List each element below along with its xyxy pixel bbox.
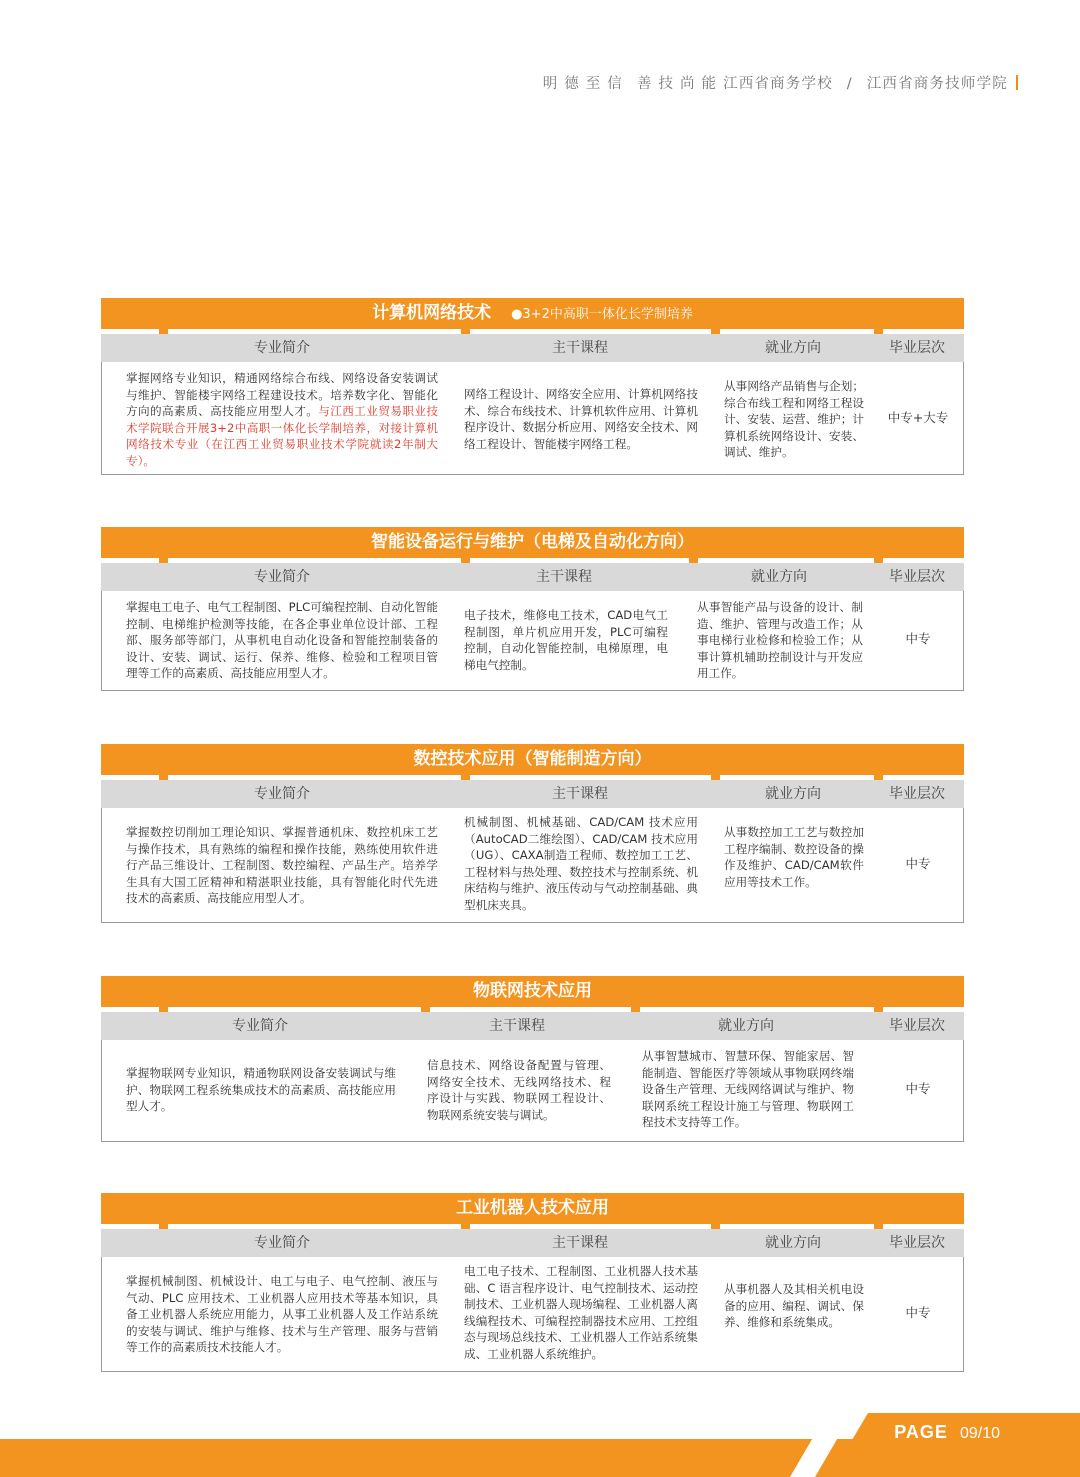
section-title: 工业机器人技术应用 [456, 1198, 609, 1218]
header-separator: / [846, 76, 853, 92]
section-subtitle: ●3+2中高职一体化长学制培养 [511, 307, 693, 322]
column-header: 专业简介 [254, 1235, 310, 1251]
column-header: 就业方向 [765, 340, 821, 356]
courses-cell: 电子技术，维修电工技术，CAD电气工程制图，单片机应用开发，PLC可编程控制，自动化智能控制，电梯原理，电梯电气控制。 [464, 608, 668, 672]
column-header: 专业简介 [254, 786, 310, 802]
column-header: 就业方向 [765, 1235, 821, 1251]
column-header-row [101, 780, 964, 808]
career-cell: 从事网络产品销售与企划；综合布线工程和网络工程设计、安装、运营、维护；计算机系统网络设计、安装、调试、维护。 [724, 379, 864, 460]
intro-highlight-text: 与江西工业贸易职业技术学院联合开展3+2中高职一体化长学制培养，对接计算机网络技术专业（在江西工业贸易职业技术学院就读2年制大专）。 [126, 404, 438, 468]
level-cell: 中专 [905, 856, 931, 871]
level-cell: 中专 [905, 631, 931, 646]
section-title: 物联网技术应用 [473, 981, 592, 1001]
section-title-bar [101, 976, 964, 1007]
section-title: 数控技术应用（智能制造方向） [413, 749, 652, 769]
motto-text: 明 德 至 信 [542, 76, 624, 92]
column-header: 专业简介 [254, 340, 310, 356]
level-cell: 中专 [905, 1081, 931, 1096]
column-header-row [101, 1012, 964, 1040]
program-table-body [101, 591, 964, 691]
program-section-computer-network [101, 298, 964, 475]
program-section-cnc [101, 744, 964, 923]
program-table-body [101, 808, 964, 923]
intro-cell: 掌握物联网专业知识，精通物联网设备安装调试与维护、物联网工程系统集成技术的高素质、高技能应用型人才。 [126, 1066, 396, 1114]
section-title-bar [101, 298, 964, 329]
section-title: 智能设备运行与维护（电梯及自动化方向） [371, 532, 694, 552]
column-header: 毕业层次 [889, 569, 945, 585]
section-title-bar [101, 744, 964, 775]
column-header-row [101, 1229, 964, 1257]
column-header: 就业方向 [765, 786, 821, 802]
intro-text: 掌握网络专业知识，精通网络综合布线、网络设备安装调试与维护、智能楼宇网络工程建设技术。培养数字化、智能化方向的高素质、高技能应用型人才。 [126, 371, 438, 419]
column-header: 就业方向 [751, 569, 807, 585]
career-cell: 从事数控加工工艺与数控加工程序编制、数控设备的操作及维护、CAD/CAM软件应用等技术工作。 [724, 825, 864, 889]
column-header-row [101, 334, 964, 362]
column-header: 专业简介 [232, 1018, 288, 1034]
column-header: 毕业层次 [889, 340, 945, 356]
career-cell: 从事机器人及其相关机电设备的应用、编程、调试、保养、维修和系统集成。 [724, 1282, 864, 1330]
intro-cell: 掌握数控切削加工理论知识、掌握普通机床、数控机床工艺与操作技术，具有熟练的编程和操作技能，熟练使用软件进行产品三维设计、工程制图、数控编程、产品生产。培养学生具有大国工匠精神和精湛职业技能，具有智能化时代先进技术的高素质、高技能应用型人才。 [126, 825, 438, 906]
column-header: 主干课程 [552, 786, 608, 802]
page-label: PAGE [894, 1422, 948, 1442]
column-header: 专业简介 [254, 569, 310, 585]
page-header [543, 72, 1018, 93]
column-header: 主干课程 [536, 569, 592, 585]
college-name: 江西省商务技师学院 [866, 76, 1008, 92]
courses-cell: 网络工程设计、网络安全应用、计算机网络技术、综合布线技术、计算机软件应用、计算机程序设计、数据分析应用、网络安全技术、网络工程设计、智能楼宇网络工程。 [464, 387, 698, 451]
column-header: 毕业层次 [889, 786, 945, 802]
page-number: 09/10 [959, 1425, 1000, 1442]
column-header: 主干课程 [552, 340, 608, 356]
column-header: 毕业层次 [889, 1235, 945, 1251]
program-table-body [101, 1257, 964, 1372]
intro-cell [126, 370, 438, 470]
program-section-iot [101, 976, 964, 1142]
page-indicator [894, 1422, 1000, 1443]
intro-cell: 掌握电工电子、电气工程制图、PLC可编程控制、自动化智能控制、电梯维护检测等技能，在各企事业单位设计部、工程部、服务部等部门，从事机电自动化设备和智能控制装备的设计、安装、调试、运行、保养、维修、检验和工程项目管理等工作的高素质、高技能应用型人才。 [126, 600, 438, 681]
career-cell: 从事智能产品与设备的设计、制造、维护、管理与改造工作；从事电梯行业检修和检验工作；从事计算机辅助控制设计与开发应用工作。 [697, 600, 863, 681]
school-name: 江西省商务学校 [723, 76, 833, 92]
column-header: 毕业层次 [889, 1018, 945, 1034]
column-header-row [101, 563, 964, 591]
column-header: 主干课程 [489, 1018, 545, 1034]
level-cell: 中专 [905, 1305, 931, 1320]
intro-cell: 掌握机械制图、机械设计、电工与电子、电气控制、液压与气动、PLC 应用技术、工业机器人应用技术等基本知识，具备工业机器人系统应用能力，从事工业机器人及工作站系统的安装与调试、维护与维修、技术与生产管理、服务与营销等工作的高素质技术技能人才。 [126, 1274, 438, 1355]
section-title-bar [101, 527, 964, 558]
program-section-industrial-robot [101, 1193, 964, 1372]
header-accent-bar [1016, 75, 1018, 90]
program-table-body [101, 362, 964, 475]
column-header: 主干课程 [552, 1235, 608, 1251]
courses-cell: 电工电子技术、工程制图、工业机器人技术基础、C 语言程序设计、电气控制技术、运动控制技术、工业机器人现场编程、工业机器人离线编程技术、可编程控制器技术应用、工控组态与现场总线技术、工业机器人工作站系统集成、工业机器人系统维护。 [464, 1264, 698, 1361]
career-cell: 从事智慧城市、智慧环保、智能家居、智能制造、智能医疗等领域从事物联网终端设备生产管理、无线网络调试与维护、物联网系统工程设计施工与管理、物联网工程技术支持等工作。 [642, 1049, 854, 1130]
courses-cell: 信息技术、网络设备配置与管理、网络安全技术、无线网络技术、程序设计与实践、物联网工程设计、物联网系统安装与调试。 [427, 1058, 611, 1122]
level-cell: 中专+大专 [887, 410, 949, 425]
program-section-smart-equipment [101, 527, 964, 691]
motto-text-2: 善 技 尚 能 [637, 76, 718, 92]
column-header: 就业方向 [718, 1018, 774, 1034]
program-table-body [101, 1040, 964, 1142]
section-title-bar [101, 1193, 964, 1224]
courses-cell: 机械制图、机械基础、CAD/CAM 技术应用（AutoCAD二维绘图）、CAD/CAM 技术应用（UG）、CAXA制造工程师、数控加工工艺、工程材料与热处理、数控技术与控制系统、机床结构与维护、液压传动与气动控制基础、典型机床夹具。 [464, 815, 698, 912]
section-title: 计算机网络技术 [372, 303, 492, 323]
